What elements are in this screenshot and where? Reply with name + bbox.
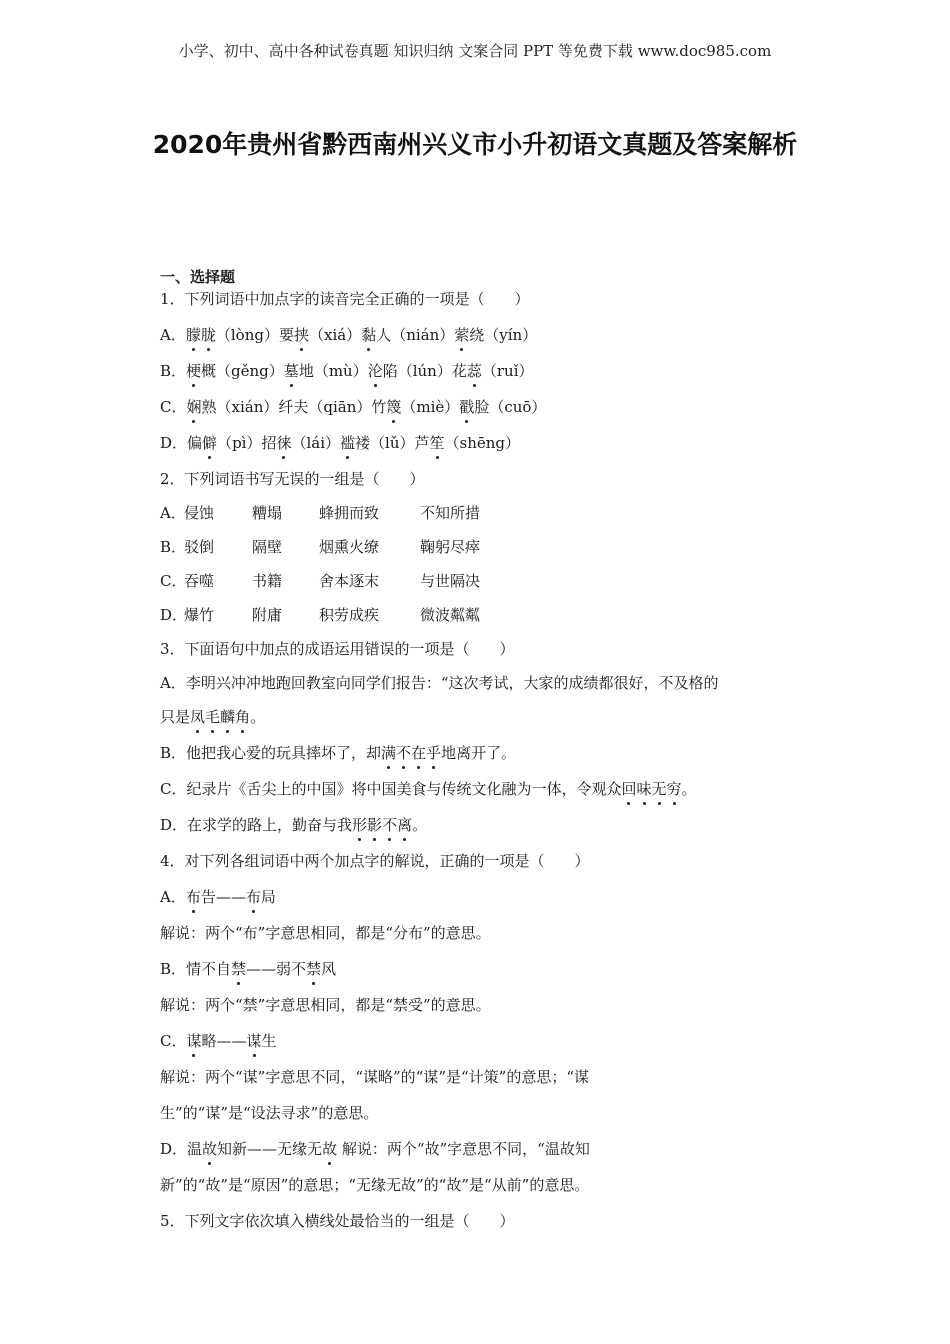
question-4-option-c: C．谋略——谋生 — [160, 1032, 277, 1050]
question-1-stem: 1．下列词语中加点字的读音完全正确的一项是（ ） — [160, 290, 530, 308]
question-2-option-a: A． 侵蚀 糟塌 蜂拥而致 不知所措 — [160, 504, 481, 522]
document-body — [160, 266, 800, 1246]
question-3-option-d: D．在求学的路上，勤奋与我形影不离。 — [160, 816, 428, 834]
question-4-stem: 4．对下列各组词语中两个加点字的解说，正确的一项是（ ） — [160, 852, 590, 870]
question-3-stem: 3．下面语句中加点的成语运用错误的一项是（ ） — [160, 640, 515, 658]
question-4-option-b-explanation: 解说：两个“禁”字意思相同，都是“禁受”的意思。 — [160, 996, 491, 1014]
question-4-option-d-line2: 新”的“故”是“原因”的意思；“无缘无故”的“故”是“从前”的意思。 — [160, 1176, 590, 1194]
question-3-option-a-line2: 只是凤毛麟角。 — [160, 708, 266, 726]
document-title: 2020年贵州省黔西南州兴义市小升初语文真题及答案解析 — [152, 130, 798, 159]
section-heading: 一、选择题 — [160, 268, 236, 286]
question-3-option-a-line1: A．李明兴冲冲地跑回教室向同学们报告：“这次考试，大家的成绩都很好，不及格的 — [160, 674, 719, 692]
question-2-option-c: C． 吞噬 书籍 舍本逐末 与世隔决 — [160, 572, 481, 590]
question-4-option-a-explanation: 解说：两个“布”字意思相同，都是“分布”的意思。 — [160, 924, 491, 942]
question-1-option-c: C．娴熟（xián）纤夫（qiān）竹篾（miè）戳脸（cuō） — [160, 398, 547, 416]
question-3-option-c: C．纪录片《舌尖上的中国》将中国美食与传统文化融为一体，令观众回味无穷。 — [160, 780, 697, 798]
question-4-option-c-explanation-line1: 解说：两个“谋”字意思不同，“谋略”的“谋”是“计策”的意思；“谋 — [160, 1068, 590, 1086]
question-1-option-a: A．朦胧（lòng）要挟（xiá）黏人（nián）萦绕（yín） — [160, 326, 538, 344]
question-3-option-b: B．他把我心爱的玩具摔坏了，却满不在乎地离开了。 — [160, 744, 517, 762]
question-1-option-b: B．梗概（gěng）墓地（mù）沦陷（lún）花蕊（ruǐ） — [160, 362, 534, 380]
page-header: 小学、初中、高中各种试卷真题 知识归纳 文案合同 PPT 等免费下载 www.doc985.com — [178, 42, 772, 60]
question-2-stem: 2．下列词语书写无误的一组是（ ） — [160, 470, 425, 488]
question-5-stem: 5．下列文字依次填入横线处最恰当的一组是（ ） — [160, 1212, 515, 1230]
question-1-option-d: D．偏僻（pì）招徕（lái）褴褛（lǔ）芦笙（shēng） — [160, 434, 521, 452]
question-4-option-c-explanation-line2: 生”的“谋”是“设法寻求”的意思。 — [160, 1104, 379, 1122]
question-2-option-b: B． 驳倒 隔壁 烟熏火缭 鞠躬尽瘁 — [160, 538, 481, 556]
question-4-option-a: A．布告——布局 — [160, 888, 276, 906]
question-4-option-b: B．情不自禁——弱不禁风 — [160, 960, 337, 978]
question-4-option-d-line1: D．温故知新——无缘无故 解说：两个“故”字意思不同，“温故知 — [160, 1140, 590, 1158]
question-2-option-d: D． 爆竹 附庸 积劳成疾 微波粼粼 — [160, 606, 481, 624]
